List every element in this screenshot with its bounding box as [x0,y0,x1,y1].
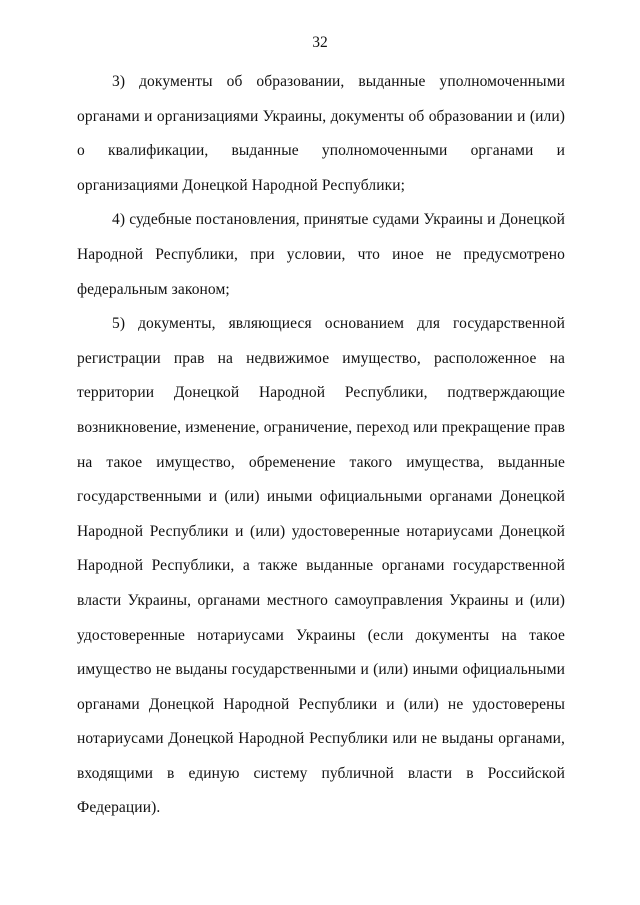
document-body [77,65,565,826]
paragraph-item-5: 5) документы, являющиеся основанием для государственной регистрации прав на недвижимое имущество, расположенное на территории Донецкой Народной Республики, подтверждающие возникновение, изменение, ограничение, переход или прекращение прав на такое имущество, обременение такого имущества, выданные государственными и (или) иными официальными органами Донецкой Народной Республики и (или) удостоверенные нотариусами Донецкой Народной Республики, а также выданные органами государственной власти Украины, органами местного самоуправления Украины и (или) удостоверенные нотариусами Украины (если документы на такое имущество не выданы государственными и (или) иными официальными органами Донецкой Народной Республики и (или) не удостоверены нотариусами Донецкой Народной Республики или не выданы органами, входящими в единую систему публичной власти в Российской Федерации). [77,315,565,817]
page-number: 32 [312,34,328,51]
paragraph-item-3: 3) документы об образовании, выданные уполномоченными органами и организациями Украины, документы об образовании и (или) о квалификации, выданные уполномоченными органами и организациями Донецкой Народной Республики; [77,73,565,194]
paragraph-item-4: 4) судебные постановления, принятые судами Украины и Донецкой Народной Республики, при условии, что иное не предусмотрено федеральным законом; [77,211,565,298]
